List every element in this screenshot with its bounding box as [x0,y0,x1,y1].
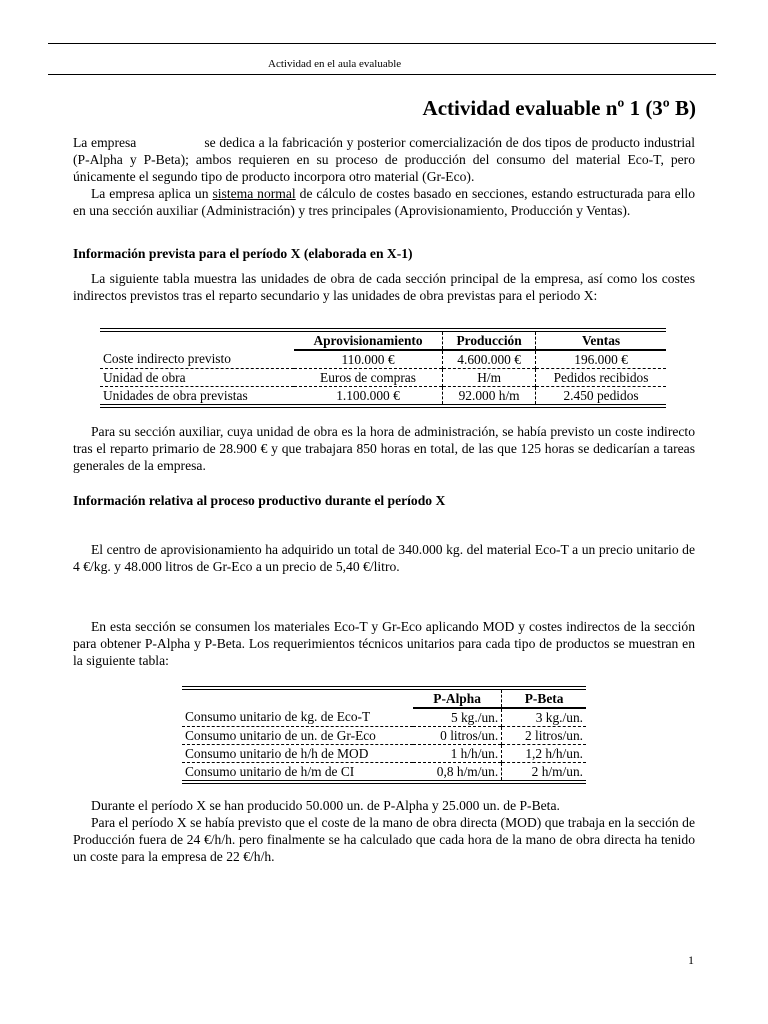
section2-paragraph-3 [73,797,695,865]
col-header-ventas: Ventas [536,330,666,350]
intro-paragraph-1 [73,134,695,185]
intro-p1-rest: se dedica a la fabricación y posterior comercialización de dos tipos de producto industrial (P-Alpha y P-Beta); ambos requieren en su proceso de producción del consumo del material Eco-T, pero únicamente el segundo tipo de producto incorpora otro material (Gr-Eco). [73,135,695,184]
section2-heading: Información relativa al proceso productivo durante el período X [73,493,446,508]
intro-p1-start: La empresa [73,135,137,150]
intro-p2-underlined: sistema normal [212,186,296,201]
section2-p1-text: El centro de aprovisionamiento ha adquirido un total de 340.000 kg. del material Eco-T a un precio unitario de 4 €/kg. y 48.000 litros de Gr-Eco a un precio de 5,40 €/litro. [73,542,695,574]
table-row [182,763,586,783]
section1-p2-text: Para su sección auxiliar, cuya unidad de obra es la hora de administración, se había previsto un coste indirecto tras el reparto primario de 28.900 € y que trabajara 850 horas en total, de las que 125 horas se dedicarían a tareas generales de la empresa. [73,424,695,473]
table-cell: 1.100.000 € [294,387,443,407]
table-cell: 2 h/m/un. [502,763,586,783]
table-row [100,387,666,407]
table-row [182,727,586,745]
row-label: Coste indirecto previsto [103,351,231,366]
section2-p3-text: Durante el período X se han producido 50.000 un. de P-Alpha y 25.000 un. de P-Beta. [91,798,560,813]
section1-paragraph-1 [73,270,695,304]
col-header-produccion: Producción [443,330,536,350]
running-header: Actividad en el aula evaluable [268,58,402,70]
col-header-p-alpha: P-Alpha [413,688,502,708]
table-cell: 3 kg./un. [502,708,586,727]
section2-p2-text: En esta sección se consumen los materiales Eco-T y Gr-Eco aplicando MOD y costes indirectos de la sección para obtener P-Alpha y P-Beta. Los requerimientos técnicos unitarios para cada tipo de productos se muestran en la siguiente tabla: [73,619,695,668]
table-row [100,350,666,369]
table-cell: Pedidos recibidos [536,369,666,387]
row-label: Unidades de obra previstas [100,387,294,407]
col-header-p-beta: P-Beta [502,688,586,708]
table-cell: 5 kg./un. [450,709,499,725]
table-cell: H/m [443,369,536,387]
table-row [182,745,586,763]
page-number: 1 [688,953,694,967]
table-cell: 2.450 pedidos [536,387,666,407]
page-title: Actividad evaluable nº 1 (3º B) [422,96,696,120]
table-header-row [182,688,586,708]
section1-paragraph-2 [73,423,695,474]
header-bottom-rule [48,74,716,75]
table-cell: 4.600.000 € [443,350,536,369]
section1-heading: Información prevista para el período X (elaborada en X-1) [73,246,413,261]
intro-block [73,134,695,219]
table-cell: 0,8 h/m/un. [413,763,502,783]
row-label: Unidad de obra [100,369,294,387]
header-top-rule [48,43,716,44]
table-row [182,708,586,727]
table-header-row [100,330,666,350]
intro-paragraph-2 [73,185,695,219]
section2-p4-text: Para el período X se había previsto que el coste de la mano de obra directa (MOD) que trabaja en la sección de Producción fuera de 24 €/h/h. pero finalmente se ha calculado que cada hora de la mano de obra directa ha tenido un coste para la empresa de 22 €/h/h. [73,815,695,864]
table-cell: 1 h/h/un. [413,745,502,763]
intro-p2-start: La empresa aplica un [91,186,209,201]
table-cell: 92.000 h/m [443,387,536,407]
table-row [100,369,666,387]
table-cell: Euros de compras [294,369,443,387]
section1-p1-text: La siguiente tabla muestra las unidades de obra de cada sección principal de la empresa, así como los costes indirectos previstos tras el reparto secundario y las unidades de obra previstas para el periodo X: [73,271,695,303]
table-corner-cell [100,330,294,350]
sections-cost-table [100,328,666,408]
table-cell: 110.000 € [341,351,395,367]
table-cell: 2 litros/un. [502,727,586,745]
section2-paragraph-1 [73,541,695,575]
col-header-aprovisionamiento: Aprovisionamiento [294,330,443,350]
row-label: Consumo unitario de kg. de Eco-T [185,709,371,724]
table-cell: 1,2 h/h/un. [502,745,586,763]
row-label: Consumo unitario de h/h de MOD [182,745,413,763]
row-label: Consumo unitario de un. de Gr-Eco [182,727,413,745]
table-cell: 196.000 € [536,350,666,369]
table-cell: 0 litros/un. [413,727,502,745]
row-label: Consumo unitario de h/m de CI [182,763,413,783]
intro-p2-rest: de cálculo de costes basado en secciones, estando estructurada para ello en una sección auxiliar (Administración) y tres principales (Aprovisionamiento, Producción y Ventas). [73,186,696,218]
section2-paragraph-2 [73,618,695,669]
table-corner-cell [182,688,413,708]
technical-requirements-table [182,686,586,784]
